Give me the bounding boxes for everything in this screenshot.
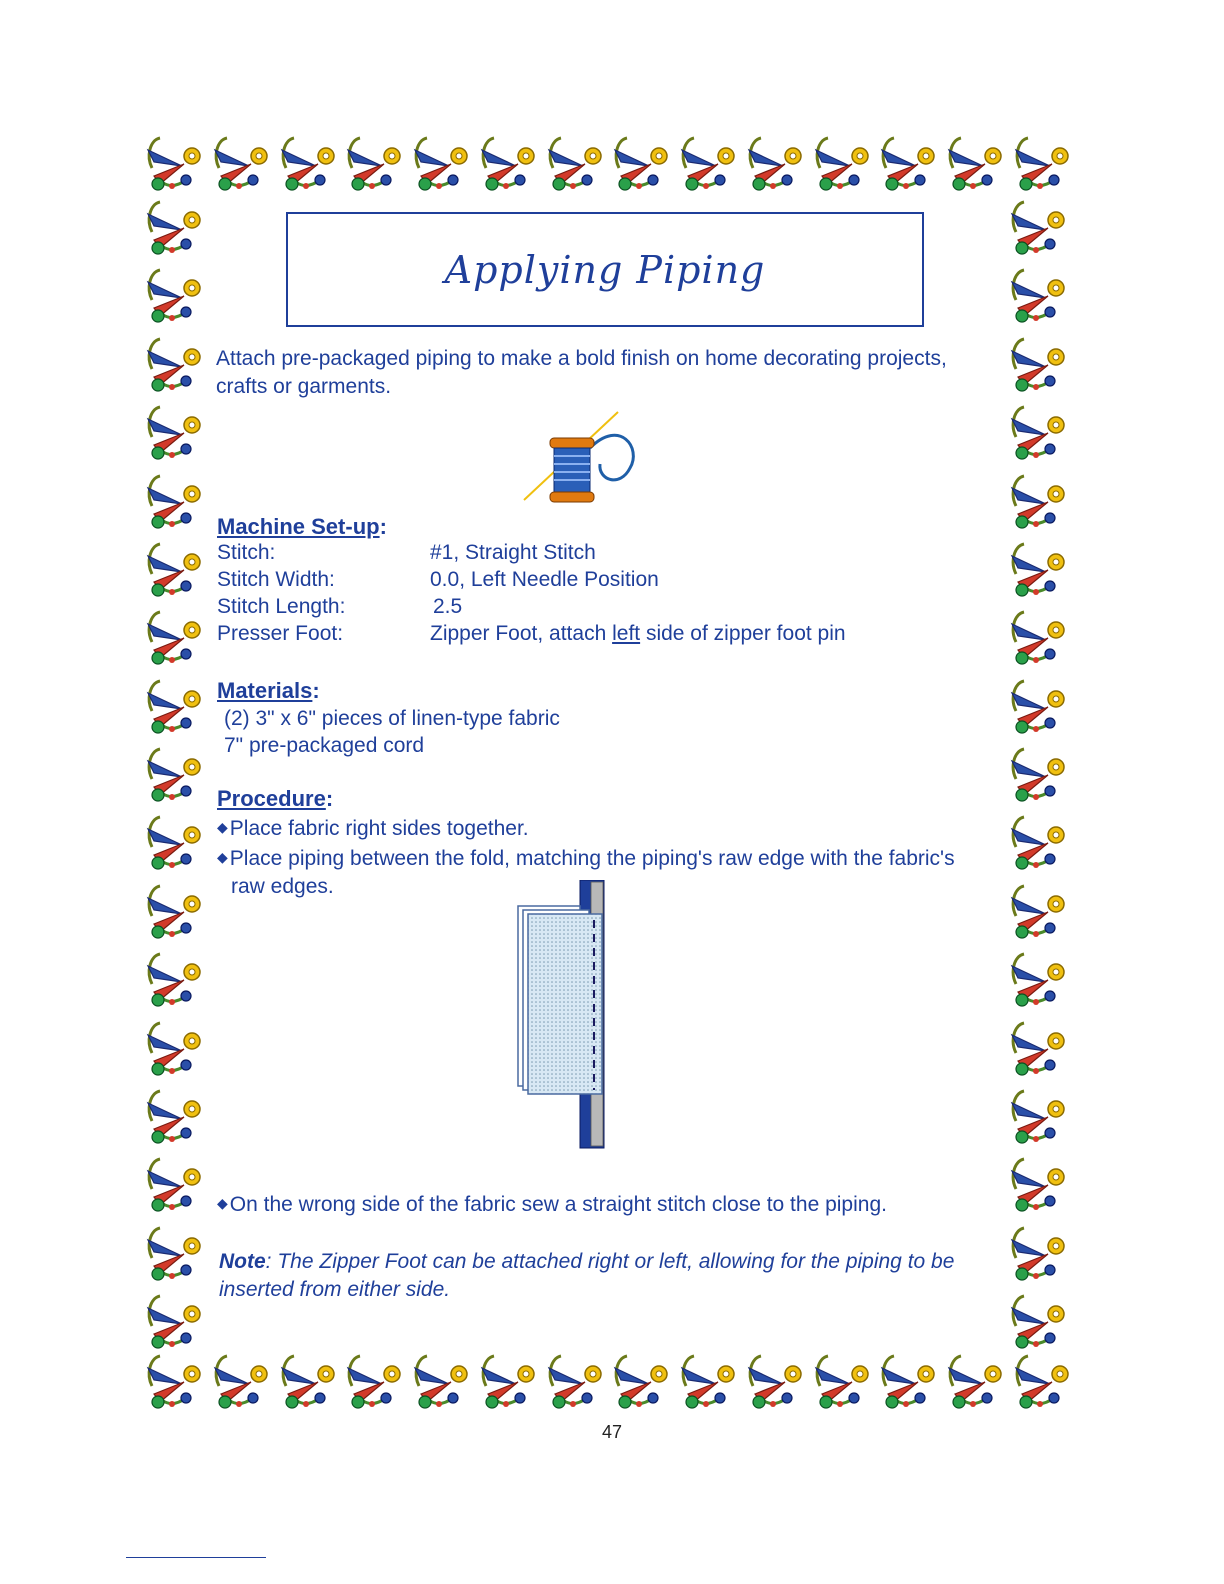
setup-label: Presser Foot: xyxy=(217,622,344,645)
materials-list xyxy=(224,705,560,759)
sewing-notions-icon xyxy=(142,196,208,258)
sewing-notions-icon xyxy=(342,132,408,194)
setup-label: Stitch Width: xyxy=(217,568,335,591)
sewing-notions-icon xyxy=(876,1350,942,1412)
sewing-notions-icon xyxy=(142,743,208,805)
sewing-notions-icon xyxy=(142,948,208,1010)
sewing-notions-icon xyxy=(1006,948,1072,1010)
sewing-notions-icon xyxy=(1006,538,1072,600)
sewing-notions-icon xyxy=(142,538,208,600)
note-text: : The Zipper Foot can be attached right or left, allowing for the piping to be inserted from either side. xyxy=(219,1250,955,1301)
sewing-notions-icon xyxy=(142,470,208,532)
procedure-heading xyxy=(217,786,333,812)
sewing-notions-icon xyxy=(943,132,1009,194)
sewing-notions-icon xyxy=(409,132,475,194)
sewing-notions-icon xyxy=(342,1350,408,1412)
sewing-notions-icon xyxy=(676,1350,742,1412)
sewing-notions-icon xyxy=(1006,606,1072,668)
sewing-notions-icon xyxy=(209,132,275,194)
sewing-notions-icon xyxy=(1006,1085,1072,1147)
title-box xyxy=(286,212,924,327)
list-item: (2) 3" x 6" pieces of linen-type fabric xyxy=(224,707,560,730)
materials-heading-colon: : xyxy=(312,678,320,703)
sewing-notions-icon xyxy=(609,1350,675,1412)
sewing-notions-icon xyxy=(810,132,876,194)
setup-value xyxy=(430,622,846,646)
page-number: 47 xyxy=(601,1422,623,1442)
note-label: Note xyxy=(219,1250,266,1273)
sewing-notions-icon xyxy=(743,132,809,194)
note xyxy=(219,1248,1009,1304)
sewing-notions-icon xyxy=(943,1350,1009,1412)
bullet-icon: ◆ xyxy=(217,819,228,835)
sewing-notions-icon xyxy=(1006,1153,1072,1215)
border-left xyxy=(142,196,208,1352)
border-right xyxy=(1006,196,1072,1352)
sewing-notions-icon xyxy=(876,132,942,194)
procedure-step: Place fabric right sides together. xyxy=(229,817,529,840)
machine-setup-heading xyxy=(217,514,387,540)
sewing-notions-icon xyxy=(1006,1290,1072,1352)
sewing-notions-icon xyxy=(409,1350,475,1412)
divider xyxy=(126,1557,266,1558)
sewing-notions-icon xyxy=(676,132,742,194)
setup-value-part: side of zipper foot pin xyxy=(640,622,846,645)
border-bottom xyxy=(142,1350,1076,1412)
sewing-notions-icon xyxy=(142,264,208,326)
sewing-notions-icon xyxy=(142,401,208,463)
materials-heading xyxy=(217,678,320,704)
thread-spool-icon xyxy=(520,408,640,508)
sewing-notions-icon xyxy=(142,1153,208,1215)
sewing-notions-icon xyxy=(543,1350,609,1412)
sewing-notions-icon xyxy=(609,132,675,194)
list-item: 7" pre-packaged cord xyxy=(224,734,425,757)
procedure-heading-colon: : xyxy=(325,786,334,811)
setup-value: 0.0, Left Needle Position xyxy=(430,568,659,591)
sewing-notions-icon xyxy=(142,1222,208,1284)
page-title: Applying Piping xyxy=(444,247,766,292)
setup-label: Stitch Length: xyxy=(217,595,346,618)
sewing-notions-icon xyxy=(142,1290,208,1352)
sewing-notions-icon xyxy=(1006,675,1072,737)
sewing-notions-icon xyxy=(543,132,609,194)
sewing-notions-icon xyxy=(1006,1222,1072,1284)
procedure-final-step xyxy=(217,1193,997,1217)
sewing-notions-icon xyxy=(142,606,208,668)
sewing-notions-icon xyxy=(142,1350,208,1412)
machine-setup-heading-colon: : xyxy=(379,514,387,539)
sewing-notions-icon xyxy=(142,132,208,194)
sewing-notions-icon xyxy=(142,1085,208,1147)
sewing-notions-icon xyxy=(1006,1017,1072,1079)
list-item xyxy=(217,813,987,843)
sewing-notions-icon xyxy=(1006,470,1072,532)
machine-setup-heading-text: Machine Set-up xyxy=(217,514,380,539)
materials-heading-text: Materials xyxy=(217,678,313,703)
procedure-heading-text: Procedure xyxy=(217,786,326,811)
sewing-notions-icon xyxy=(476,1350,542,1412)
sewing-notions-icon xyxy=(476,132,542,194)
sewing-notions-icon xyxy=(142,1017,208,1079)
sewing-notions-icon xyxy=(142,333,208,395)
sewing-notions-icon xyxy=(1006,811,1072,873)
sewing-notions-icon xyxy=(1006,264,1072,326)
border-top xyxy=(142,132,1076,194)
sewing-notions-icon xyxy=(1010,132,1076,194)
sewing-notions-icon xyxy=(142,880,208,942)
sewing-notions-icon xyxy=(743,1350,809,1412)
sewing-notions-icon xyxy=(142,675,208,737)
procedure-step: On the wrong side of the fabric sew a straight stitch close to the piping. xyxy=(229,1193,887,1216)
sewing-notions-icon xyxy=(1006,333,1072,395)
setup-value-part: Zipper Foot, attach xyxy=(430,622,613,645)
setup-value-underlined: left xyxy=(612,622,641,645)
setup-label: Stitch: xyxy=(217,541,276,564)
sewing-notions-icon xyxy=(209,1350,275,1412)
bullet-icon: ◆ xyxy=(217,1195,228,1211)
sewing-notions-icon xyxy=(276,1350,342,1412)
sewing-notions-icon xyxy=(276,132,342,194)
bullet-icon: ◆ xyxy=(217,849,228,865)
setup-value: 2.5 xyxy=(433,595,463,618)
sewing-notions-icon xyxy=(810,1350,876,1412)
sewing-notions-icon xyxy=(1006,401,1072,463)
sewing-notions-icon xyxy=(142,811,208,873)
piping-diagram xyxy=(514,880,614,1150)
setup-value: #1, Straight Stitch xyxy=(430,541,596,564)
sewing-notions-icon xyxy=(1010,1350,1076,1412)
intro-text: Attach pre-packaged piping to make a bold finish on home decorating projects, crafts or garments. xyxy=(216,347,947,398)
sewing-notions-icon xyxy=(1006,196,1072,258)
sewing-notions-icon xyxy=(1006,743,1072,805)
sewing-notions-icon xyxy=(1006,880,1072,942)
procedure-step: Place piping between the fold, matching the piping's raw edge with the fabric's raw edges. xyxy=(229,847,955,898)
